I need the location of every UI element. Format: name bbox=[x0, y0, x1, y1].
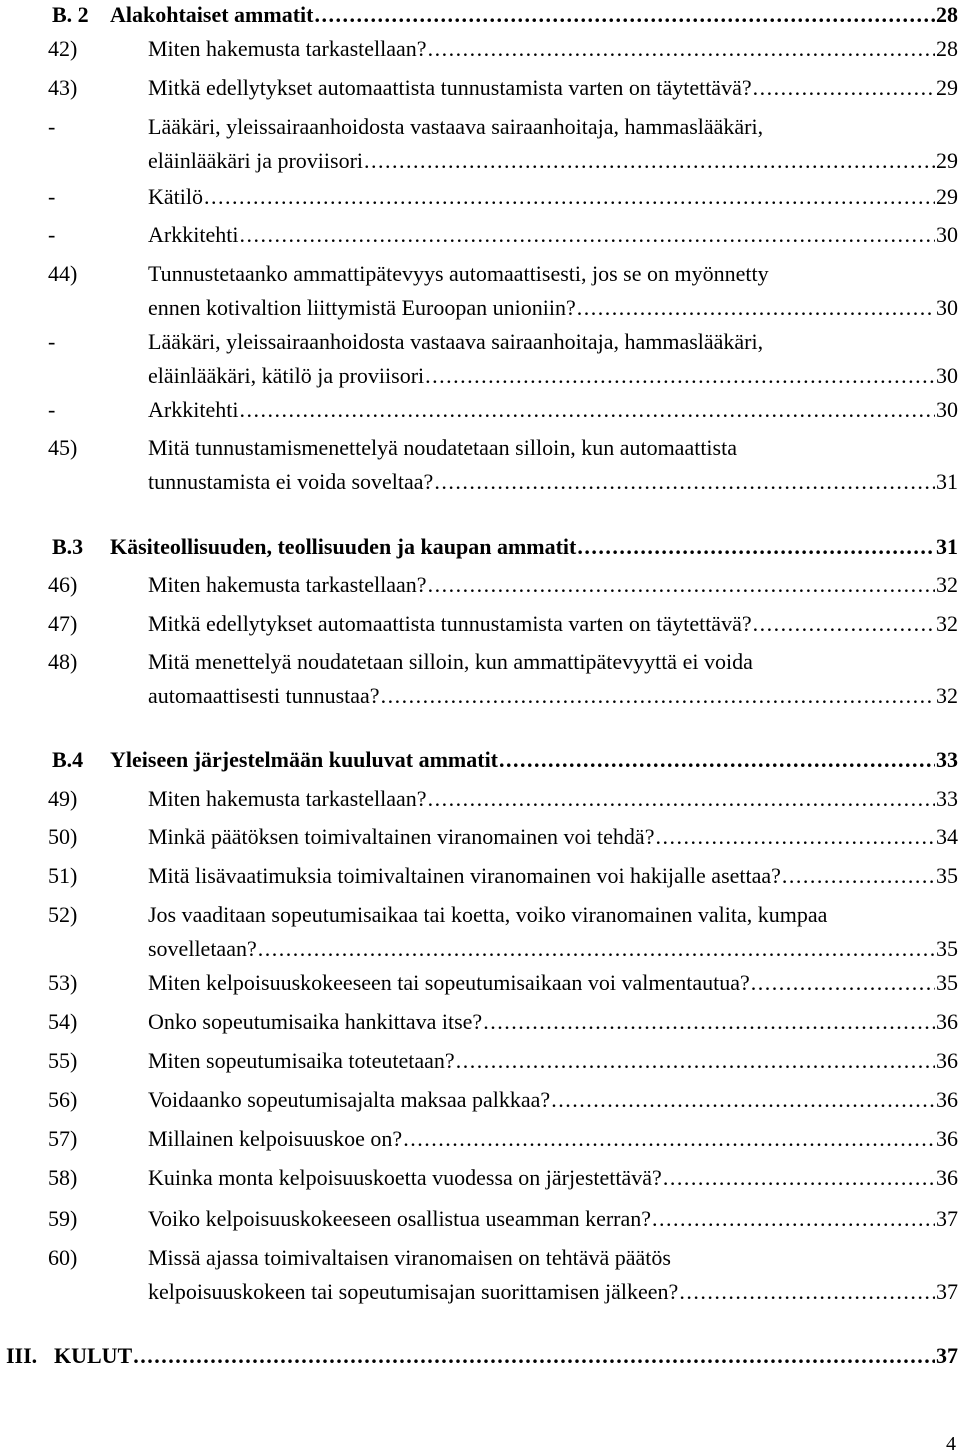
toc-entry-line bbox=[148, 182, 958, 212]
toc-entry-line bbox=[148, 570, 958, 600]
dot-leader bbox=[577, 532, 935, 562]
toc-entry-title: Miten sopeutumisaika toteutetaan? bbox=[148, 1048, 455, 1073]
toc-entry-title: eläinlääkäri ja proviisori bbox=[148, 148, 364, 173]
dot-leader bbox=[239, 220, 935, 250]
toc-entry-page: 30 bbox=[936, 222, 958, 247]
toc-entry-line bbox=[148, 1243, 958, 1273]
toc-entry-page: 36 bbox=[936, 1009, 958, 1034]
dot-leader bbox=[425, 361, 935, 391]
toc-entry-page: 31 bbox=[936, 534, 958, 559]
toc-entry-number: 59) bbox=[48, 1206, 78, 1231]
toc-entry-title: Onko sopeutumisaika hankittava itse? bbox=[148, 1009, 483, 1034]
toc-entry-page: 37 bbox=[936, 1279, 958, 1304]
toc-entry-title: automaattisesti tunnustaa? bbox=[148, 683, 380, 708]
toc-entry-title: Miten kelpoisuuskokeeseen tai sopeutumisaikaan voi valmentautua? bbox=[148, 970, 750, 995]
dot-leader bbox=[655, 822, 935, 852]
toc-entry-title: tunnustamista ei voida soveltaa? bbox=[148, 469, 434, 494]
toc-entry-page: 35 bbox=[936, 863, 958, 888]
toc-entry-line bbox=[110, 745, 958, 775]
toc-entry-number: - bbox=[48, 114, 56, 139]
toc-entry-line bbox=[148, 861, 958, 891]
toc-entry-line bbox=[148, 681, 958, 711]
toc-entry-number: 55) bbox=[48, 1048, 78, 1073]
toc-entry-number: III. bbox=[6, 1343, 38, 1368]
toc-entry-line bbox=[148, 1277, 958, 1307]
toc-entry-page: 36 bbox=[936, 1165, 958, 1190]
toc-entry-line bbox=[148, 1007, 958, 1037]
toc-entry-title: eläinlääkäri, kätilö ja proviisori bbox=[148, 363, 425, 388]
dot-leader bbox=[753, 609, 935, 639]
toc-entry-line bbox=[148, 1046, 958, 1076]
toc-entry-page: 32 bbox=[936, 611, 958, 636]
toc-entry-number: B.4 bbox=[52, 747, 84, 772]
toc-entry-line bbox=[148, 647, 958, 677]
toc-entry-title: Miten hakemusta tarkastellaan? bbox=[148, 36, 427, 61]
toc-entry-number: 47) bbox=[48, 611, 78, 636]
toc-entry-page: 29 bbox=[936, 75, 958, 100]
dot-leader bbox=[428, 784, 935, 814]
toc-entry-line bbox=[148, 1163, 958, 1193]
toc-entry-title: KULUT bbox=[54, 1343, 133, 1368]
toc-entry-line bbox=[148, 822, 958, 852]
toc-entry-line bbox=[110, 532, 958, 562]
toc-entry-title: Mitä tunnustamismenettelyä noudatetaan silloin, kun automaattista bbox=[148, 435, 737, 460]
toc-entry-line bbox=[148, 433, 958, 463]
dot-leader bbox=[204, 182, 935, 212]
toc-entry-line bbox=[148, 361, 958, 391]
dot-leader bbox=[577, 293, 935, 323]
toc-entry-line bbox=[54, 1341, 958, 1371]
toc-entry-line bbox=[148, 34, 958, 64]
toc-entry-number: - bbox=[48, 184, 56, 209]
toc-entry-page: 29 bbox=[936, 184, 958, 209]
toc-entry-title: ennen kotivaltion liittymistä Euroopan unioniin? bbox=[148, 295, 576, 320]
toc-entry-line bbox=[148, 146, 958, 176]
toc-entry-number: 44) bbox=[48, 261, 78, 286]
toc-entry-page: 36 bbox=[936, 1048, 958, 1073]
toc-entry-title: Mitä lisävaatimuksia toimivaltainen viranomainen voi hakijalle asettaa? bbox=[148, 863, 781, 888]
toc-entry-page: 28 bbox=[936, 2, 958, 27]
toc-entry-title: Kuinka monta kelpoisuuskoetta vuodessa on järjestettävä? bbox=[148, 1165, 662, 1190]
dot-leader bbox=[314, 0, 935, 30]
toc-entry-number: 56) bbox=[48, 1087, 78, 1112]
toc-entry-number: - bbox=[48, 222, 56, 247]
dot-leader bbox=[499, 745, 935, 775]
toc-entry-title: Millainen kelpoisuuskoe on? bbox=[148, 1126, 403, 1151]
toc-entry-page: 32 bbox=[936, 572, 958, 597]
dot-leader bbox=[428, 34, 935, 64]
toc-entry-page: 29 bbox=[936, 148, 958, 173]
toc-entry-number: 42) bbox=[48, 36, 78, 61]
toc-entry-number: B.3 bbox=[52, 534, 84, 559]
dot-leader bbox=[456, 1046, 935, 1076]
toc-entry-title: Mitkä edellytykset automaattista tunnustamista varten on täytettävä? bbox=[148, 611, 752, 636]
toc-entry-number: 54) bbox=[48, 1009, 78, 1034]
toc-entry-title: Minkä päätöksen toimivaltainen viranomainen voi tehdä? bbox=[148, 824, 655, 849]
toc-entry-line bbox=[148, 1124, 958, 1154]
toc-entry-number: 57) bbox=[48, 1126, 78, 1151]
toc-entry-title: Miten hakemusta tarkastellaan? bbox=[148, 786, 427, 811]
toc-entry-line bbox=[148, 609, 958, 639]
toc-entry-page: 34 bbox=[936, 824, 958, 849]
toc-entry-page: 36 bbox=[936, 1087, 958, 1112]
toc-entry-page: 37 bbox=[936, 1343, 958, 1368]
toc-entry-title: Lääkäri, yleissairaanhoidosta vastaava sairaanhoitaja, hammaslääkäri, bbox=[148, 329, 764, 354]
dot-leader bbox=[133, 1341, 935, 1371]
toc-entry-line bbox=[148, 293, 958, 323]
toc-entry-title: kelpoisuuskokeen tai sopeutumisajan suorittamisen jälkeen? bbox=[148, 1279, 679, 1304]
toc-entry-number: - bbox=[48, 329, 56, 354]
toc-entry-title: Arkkitehti bbox=[148, 397, 239, 422]
toc-entry-title: sovelletaan? bbox=[148, 936, 257, 961]
toc-entry-number: 50) bbox=[48, 824, 78, 849]
dot-leader bbox=[663, 1163, 935, 1193]
toc-entry-number: - bbox=[48, 397, 56, 422]
toc-entry-page: 32 bbox=[936, 683, 958, 708]
toc-entry-line bbox=[148, 968, 958, 998]
toc-entry-title: Voiko kelpoisuuskokeeseen osallistua useamman kerran? bbox=[148, 1206, 652, 1231]
toc-entry-title: Voidaanko sopeutumisajalta maksaa palkkaa? bbox=[148, 1087, 551, 1112]
toc-entry-title: Mitkä edellytykset automaattista tunnustamista varten on täytettävä? bbox=[148, 75, 752, 100]
toc-entry-title: Missä ajassa toimivaltaisen viranomaisen on tehtävä päätös bbox=[148, 1245, 671, 1270]
dot-leader bbox=[551, 1085, 935, 1115]
toc-entry-number: 46) bbox=[48, 572, 78, 597]
toc-entry-number: 60) bbox=[48, 1245, 78, 1270]
toc-entry-line bbox=[148, 395, 958, 425]
toc-entry-number: 58) bbox=[48, 1165, 78, 1190]
toc-entry-page: 30 bbox=[936, 397, 958, 422]
dot-leader bbox=[258, 934, 935, 964]
toc-entry-number: 53) bbox=[48, 970, 78, 995]
dot-leader bbox=[239, 395, 935, 425]
toc-entry-number: B. 2 bbox=[52, 2, 89, 27]
page-number: 4 bbox=[946, 1433, 956, 1455]
toc-entry-number: 48) bbox=[48, 649, 78, 674]
toc-entry-title: Tunnustetaanko ammattipätevyys automaattisesti, jos se on myönnetty bbox=[148, 261, 769, 286]
toc-entry-page: 30 bbox=[936, 295, 958, 320]
dot-leader bbox=[782, 861, 935, 891]
toc-entry-line bbox=[148, 784, 958, 814]
toc-entry-page: 30 bbox=[936, 363, 958, 388]
toc-entry-title: Jos vaaditaan sopeutumisaikaa tai koetta, voiko viranomainen valita, kumpaa bbox=[148, 902, 828, 927]
dot-leader bbox=[679, 1277, 935, 1307]
toc-entry-title: Käsiteollisuuden, teollisuuden ja kaupan ammatit bbox=[110, 534, 577, 559]
toc-entry-number: 49) bbox=[48, 786, 78, 811]
dot-leader bbox=[751, 968, 935, 998]
dot-leader bbox=[364, 146, 935, 176]
toc-entry-line bbox=[148, 1204, 958, 1234]
toc-entry-page: 36 bbox=[936, 1126, 958, 1151]
dot-leader bbox=[428, 570, 935, 600]
toc-entry-page: 35 bbox=[936, 970, 958, 995]
dot-leader bbox=[652, 1204, 935, 1234]
toc-entry-title: Alakohtaiset ammatit bbox=[110, 2, 314, 27]
toc-entry-title: Mitä menettelyä noudatetaan silloin, kun ammattipätevyyttä ei voida bbox=[148, 649, 753, 674]
toc-entry-page: 31 bbox=[936, 469, 958, 494]
toc-entry-title: Yleiseen järjestelmään kuuluvat ammatit bbox=[110, 747, 499, 772]
toc-entry-line bbox=[148, 467, 958, 497]
dot-leader bbox=[381, 681, 935, 711]
dot-leader bbox=[753, 73, 935, 103]
dot-leader bbox=[483, 1007, 935, 1037]
toc-entry-page: 35 bbox=[936, 936, 958, 961]
toc-entry-number: 43) bbox=[48, 75, 78, 100]
toc-entry-title: Kätilö bbox=[148, 184, 203, 209]
toc-entry-line bbox=[148, 327, 958, 357]
toc-entry-page: 37 bbox=[936, 1206, 958, 1231]
toc-entry-line bbox=[148, 900, 958, 930]
toc-entry-title: Lääkäri, yleissairaanhoidosta vastaava sairaanhoitaja, hammaslääkäri, bbox=[148, 114, 764, 139]
dot-leader bbox=[403, 1124, 935, 1154]
toc-entry-line bbox=[148, 934, 958, 964]
toc-entry-number: 45) bbox=[48, 435, 78, 460]
toc-entry-number: 51) bbox=[48, 863, 78, 888]
toc-entry-number: 52) bbox=[48, 902, 78, 927]
toc-entry-page: 33 bbox=[936, 786, 958, 811]
toc-entry-page: 33 bbox=[936, 747, 958, 772]
toc-entry-line bbox=[148, 73, 958, 103]
toc-entry-page: 28 bbox=[936, 36, 958, 61]
toc-entry-line bbox=[148, 259, 958, 289]
toc-entry-line bbox=[110, 0, 958, 30]
toc-entry-title: Arkkitehti bbox=[148, 222, 239, 247]
toc-entry-line bbox=[148, 112, 958, 142]
toc-entry-line bbox=[148, 220, 958, 250]
dot-leader bbox=[434, 467, 935, 497]
toc-entry-title: Miten hakemusta tarkastellaan? bbox=[148, 572, 427, 597]
toc-entry-line bbox=[148, 1085, 958, 1115]
